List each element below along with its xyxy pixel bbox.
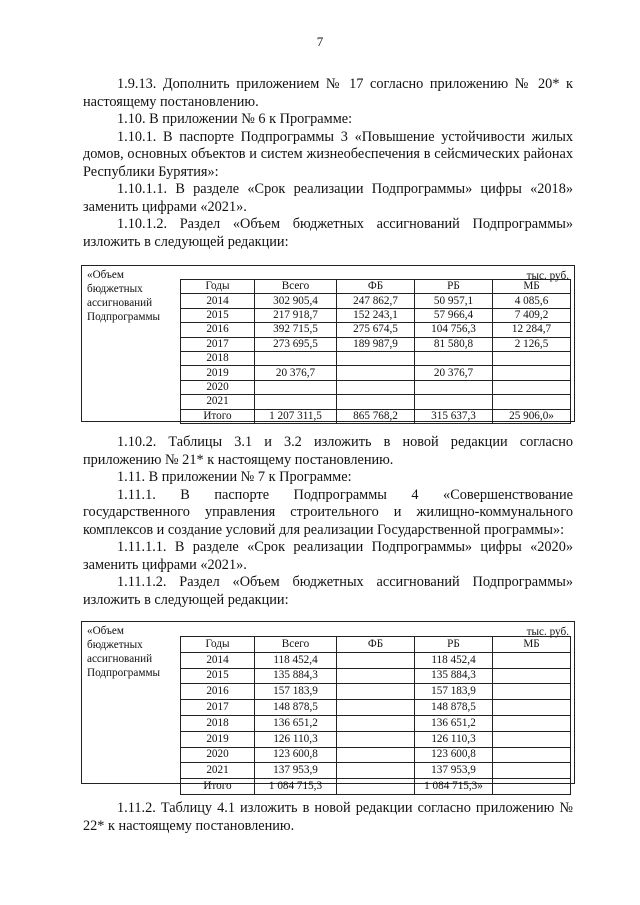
value-cell bbox=[493, 668, 571, 684]
value-cell: 81 580,8 bbox=[415, 337, 493, 351]
value-cell bbox=[493, 779, 571, 795]
year-cell: Итого bbox=[181, 779, 255, 795]
budget-table-2 bbox=[180, 636, 571, 795]
table-row bbox=[181, 395, 571, 409]
paragraph: 1.10.1.1. В разделе «Срок реализации Подпрограммы» цифры «2018» заменить цифрами «2021». bbox=[83, 181, 573, 215]
value-cell bbox=[337, 380, 415, 394]
value-cell: 273 695,5 bbox=[255, 337, 337, 351]
document-body bbox=[83, 76, 573, 835]
value-cell: 126 110,3 bbox=[415, 731, 493, 747]
budget-table-2-unit: тыс. руб. bbox=[526, 626, 569, 638]
year-cell: Итого bbox=[181, 409, 255, 423]
value-cell: 7 409,2 bbox=[493, 308, 571, 322]
table-row bbox=[181, 337, 571, 351]
value-cell: 4 085,6 bbox=[493, 294, 571, 308]
table-row bbox=[181, 779, 571, 795]
table-row bbox=[181, 668, 571, 684]
paragraphs-top bbox=[83, 76, 573, 251]
value-cell bbox=[337, 668, 415, 684]
value-cell bbox=[493, 763, 571, 779]
year-cell: 2020 bbox=[181, 380, 255, 394]
table-row bbox=[181, 366, 571, 380]
year-cell: 2017 bbox=[181, 337, 255, 351]
paragraph: 1.11.2. Таблицу 4.1 изложить в новой редакции согласно приложению № 22* к настоящему постановлению. bbox=[83, 800, 573, 834]
value-cell bbox=[415, 395, 493, 409]
value-cell: 157 183,9 bbox=[255, 684, 337, 700]
value-cell: 123 600,8 bbox=[255, 747, 337, 763]
table-row bbox=[181, 700, 571, 716]
value-cell: 126 110,3 bbox=[255, 731, 337, 747]
paragraph: 1.10.1. В паспорте Подпрограммы 3 «Повышение устойчивости жилых домов, основных объектов и систем жизнеобеспечения в сейсмических районах Республики Бурятия»: bbox=[83, 128, 573, 180]
value-cell: 136 651,2 bbox=[415, 715, 493, 731]
value-cell bbox=[493, 700, 571, 716]
column-header: Всего bbox=[255, 637, 337, 653]
paragraph: 1.11.1.2. Раздел «Объем бюджетных ассигнований Подпрограммы» изложить в следующей редакции: bbox=[83, 574, 573, 608]
value-cell bbox=[493, 715, 571, 731]
value-cell bbox=[255, 380, 337, 394]
table-row bbox=[181, 323, 571, 337]
value-cell bbox=[415, 351, 493, 365]
value-cell: 12 284,7 bbox=[493, 323, 571, 337]
year-cell: 2014 bbox=[181, 294, 255, 308]
paragraph: 1.11. В приложении № 7 к Программе: bbox=[117, 469, 352, 485]
value-cell: 152 243,1 bbox=[337, 308, 415, 322]
year-cell: 2016 bbox=[181, 684, 255, 700]
value-cell bbox=[415, 380, 493, 394]
value-cell: 148 878,5 bbox=[255, 700, 337, 716]
value-cell: 247 862,7 bbox=[337, 294, 415, 308]
value-cell bbox=[493, 747, 571, 763]
page-number: 7 bbox=[316, 34, 324, 49]
value-cell bbox=[493, 351, 571, 365]
column-header: ФБ bbox=[337, 280, 415, 294]
year-cell: 2021 bbox=[181, 763, 255, 779]
value-cell: 2 126,5 bbox=[493, 337, 571, 351]
paragraph: 1.10.1.2. Раздел «Объем бюджетных ассигнований Подпрограммы» изложить в следующей редакции: bbox=[83, 216, 573, 250]
value-cell: 392 715,5 bbox=[255, 323, 337, 337]
budget-table-2-label: «Объем бюджетных ассигнований Подпрограммы bbox=[87, 625, 161, 679]
value-cell bbox=[337, 700, 415, 716]
table-row bbox=[181, 747, 571, 763]
value-cell: 865 768,2 bbox=[337, 409, 415, 423]
year-cell: 2015 bbox=[181, 668, 255, 684]
value-cell: 104 756,3 bbox=[415, 323, 493, 337]
value-cell: 135 884,3 bbox=[255, 668, 337, 684]
value-cell bbox=[337, 366, 415, 380]
table-row bbox=[181, 380, 571, 394]
value-cell bbox=[493, 684, 571, 700]
value-cell bbox=[337, 731, 415, 747]
value-cell: 1 084 715,3» bbox=[415, 779, 493, 795]
table-row bbox=[181, 684, 571, 700]
value-cell: 189 987,9 bbox=[337, 337, 415, 351]
table-row bbox=[181, 652, 571, 668]
value-cell: 275 674,5 bbox=[337, 323, 415, 337]
value-cell: 136 651,2 bbox=[255, 715, 337, 731]
value-cell: 1 207 311,5 bbox=[255, 409, 337, 423]
year-cell: 2018 bbox=[181, 351, 255, 365]
paragraph: 1.9.13. Дополнить приложением № 17 согласно приложению № 20* к настоящему постановлению. bbox=[83, 76, 573, 110]
value-cell bbox=[493, 652, 571, 668]
table-header-row bbox=[181, 280, 571, 294]
paragraphs-middle bbox=[83, 434, 573, 609]
value-cell bbox=[337, 763, 415, 779]
value-cell: 20 376,7 bbox=[255, 366, 337, 380]
value-cell: 118 452,4 bbox=[415, 652, 493, 668]
budget-table-1-block bbox=[81, 265, 575, 422]
column-header: Всего bbox=[255, 280, 337, 294]
value-cell bbox=[337, 747, 415, 763]
table-row bbox=[181, 409, 571, 423]
paragraph: 1.11.1. В паспорте Подпрограммы 4 «Совершенствование государственного управления строительного и жилищно-коммунального комплексов и создание условий для реализации Государственной программы»: bbox=[83, 486, 573, 538]
value-cell bbox=[255, 351, 337, 365]
budget-table-2-block bbox=[81, 621, 575, 793]
value-cell: 135 884,3 bbox=[415, 668, 493, 684]
budget-table-1 bbox=[180, 279, 571, 424]
value-cell: 217 918,7 bbox=[255, 308, 337, 322]
year-cell: 2014 bbox=[181, 652, 255, 668]
value-cell bbox=[493, 731, 571, 747]
value-cell: 157 183,9 bbox=[415, 684, 493, 700]
value-cell: 1 084 715,3 bbox=[255, 779, 337, 795]
year-cell: 2019 bbox=[181, 366, 255, 380]
year-cell: 2017 bbox=[181, 700, 255, 716]
year-cell: 2016 bbox=[181, 323, 255, 337]
value-cell bbox=[337, 779, 415, 795]
column-header: ФБ bbox=[337, 637, 415, 653]
year-cell: 2015 bbox=[181, 308, 255, 322]
value-cell: 302 905,4 bbox=[255, 294, 337, 308]
paragraph: 1.10. В приложении № 6 к Программе: bbox=[117, 111, 353, 127]
value-cell: 25 906,0» bbox=[493, 409, 571, 423]
value-cell bbox=[493, 366, 571, 380]
value-cell: 50 957,1 bbox=[415, 294, 493, 308]
table-header-row bbox=[181, 637, 571, 653]
table-row bbox=[181, 715, 571, 731]
table-row bbox=[181, 731, 571, 747]
value-cell bbox=[337, 684, 415, 700]
value-cell bbox=[337, 715, 415, 731]
value-cell bbox=[337, 351, 415, 365]
paragraph: 1.11.1.1. В разделе «Срок реализации Подпрограммы» цифры «2020» заменить цифрами «2021». bbox=[83, 539, 573, 573]
column-header: РБ bbox=[415, 280, 493, 294]
column-header: РБ bbox=[415, 637, 493, 653]
year-cell: 2019 bbox=[181, 731, 255, 747]
value-cell bbox=[493, 380, 571, 394]
value-cell: 137 953,9 bbox=[415, 763, 493, 779]
value-cell bbox=[337, 395, 415, 409]
paragraph: 1.10.2. Таблицы 3.1 и 3.2 изложить в новой редакции согласно приложению № 21* к настоящему постановлению. bbox=[83, 434, 573, 468]
value-cell: 137 953,9 bbox=[255, 763, 337, 779]
value-cell bbox=[255, 395, 337, 409]
column-header: МБ bbox=[493, 280, 571, 294]
table-row bbox=[181, 351, 571, 365]
column-header: МБ bbox=[493, 637, 571, 653]
year-cell: 2020 bbox=[181, 747, 255, 763]
value-cell: 20 376,7 bbox=[415, 366, 493, 380]
value-cell bbox=[337, 652, 415, 668]
column-header: Годы bbox=[181, 637, 255, 653]
year-cell: 2018 bbox=[181, 715, 255, 731]
paragraphs-bottom bbox=[83, 800, 573, 835]
value-cell: 57 966,4 bbox=[415, 308, 493, 322]
table-row bbox=[181, 763, 571, 779]
table-row bbox=[181, 294, 571, 308]
year-cell: 2021 bbox=[181, 395, 255, 409]
value-cell: 315 637,3 bbox=[415, 409, 493, 423]
budget-table-1-unit: тыс. руб. bbox=[526, 270, 569, 282]
column-header: Годы bbox=[181, 280, 255, 294]
table-row bbox=[181, 308, 571, 322]
budget-table-1-label: «Объем бюджетных ассигнований Подпрограммы bbox=[87, 269, 161, 323]
value-cell: 118 452,4 bbox=[255, 652, 337, 668]
value-cell bbox=[493, 395, 571, 409]
value-cell: 123 600,8 bbox=[415, 747, 493, 763]
value-cell: 148 878,5 bbox=[415, 700, 493, 716]
